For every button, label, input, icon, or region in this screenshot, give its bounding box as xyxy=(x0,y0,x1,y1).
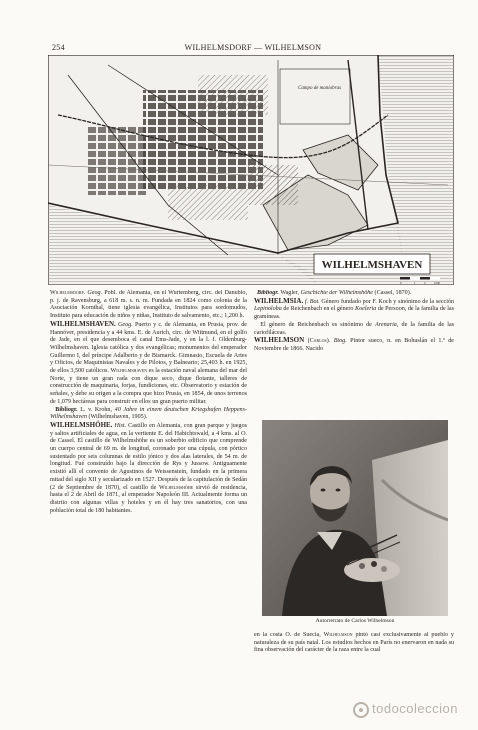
entry-name-ref: Wilhelmson xyxy=(323,632,353,638)
entry-given-name: (Carlos). xyxy=(307,338,331,345)
bibliography-label: Bibliogr. xyxy=(257,290,279,296)
left-text-column xyxy=(50,290,247,682)
self-portrait-image xyxy=(262,420,448,616)
entry-wilhelmsdorf xyxy=(50,290,247,321)
entry-headword: Wilhelmsdorf. xyxy=(50,290,86,296)
watermark-logo-icon xyxy=(353,702,369,718)
entry-text: es la estación naval alemana del mar del Norte, y tiene un gran rada con dique seco, dique flotante, talleres de construcción de maquinaria, forjas, fundiciones, etc. Observatorio y estación de señales, y debe su origen a la compra que hizo Prusia, en 1854, de unos terrenos de 1,079 hectáreas para construir en ellos un gran puerto militar. xyxy=(50,368,247,405)
right-text-column xyxy=(254,290,454,408)
entry-category: Geog. xyxy=(87,290,103,296)
scale-label-0: 0 xyxy=(400,281,402,285)
entry-text: Género fundado por F. Koch y sinónimo de la sección xyxy=(321,298,454,305)
entry-name-ref: Wilhelmshöhe xyxy=(159,484,194,491)
entry-text: pintó casi exclusivamente al pueblo y naturaleza de su país natal. Los estudios hechos en París no enervaron en nada su fina observación del carácter de la raza entre la cual xyxy=(254,632,454,654)
entry-category: Biog. xyxy=(333,338,347,345)
genus-name: Lepinoloba xyxy=(254,306,282,313)
scale-label-1: 1 xyxy=(414,281,416,285)
entry-text: El género de Reichenbach es sinónimo de xyxy=(260,321,372,328)
genus-name: Arenaria, xyxy=(375,321,399,328)
entry-wilhelmshaven xyxy=(50,321,247,407)
entry-text: Pobl. de Alemania, en el Wurtemberg, circ. del Danubio, p. j. de Ravensburg, a 618 m. s. n. m. Fundada en 1824 como colonia de la Asociación Kornthal, tiene iglesia evangélica, Institutos para sordomudos, Instituto para educación de niños y niñas, Instituto de salvamento, etc.; 1,200 h. xyxy=(50,290,247,320)
entry-category: Geog. xyxy=(118,321,133,328)
bibliography-label: Bibliogr. xyxy=(55,406,78,413)
bibliography-title: 40 Jahre in einem deutschen Kriegshafen Heppens-Wilhelmshaven xyxy=(50,406,247,421)
scale-label-2: 2 xyxy=(424,281,426,285)
watermark xyxy=(353,701,458,718)
entry-category: f. Bot. xyxy=(304,298,320,305)
bibliography-tail: (Wilhelmshaven, 1905). xyxy=(88,414,148,421)
running-title: WILHELMSDORF — WILHELMSON xyxy=(184,43,322,52)
map-drawing xyxy=(48,55,454,285)
entry-headword: WILHELMSIA. xyxy=(254,296,304,305)
entry-name-ref: Wilhelmshaven xyxy=(110,368,148,375)
bibliography-title: Geschichte der Wilhelmshöhe xyxy=(300,290,374,296)
map-title: WILHELMSHAVEN xyxy=(321,259,423,271)
entry-text: Castillo en Alemania, con gran parque y juegos y saltos artificiales de agua, en la vertiente E. del Habichtswald, a 4 kms. al O. de Cassel. El castillo de Wilhelmshöhe es un soberbio edificio que comprende un cuerpo central de 69 m. de longitud, coronado por una cúpula, con pórtico sustentado por seis columnas de estilo jónico y dos alas laterales, de 54 m. de longitud. Fué construído bajo la dirección de Rys y Jussow. Antiguamente existió allí el convento de Agustinos de Weissenstein, fundado en la primera mitad del siglo XII y secularizado en 1527. Después de la capitulación de Sedán (2 de Septiembre de 1870), el castillo de xyxy=(50,422,247,491)
portrait-caption: Autorretrato de Carlos Wilhelmson xyxy=(315,618,395,624)
portrait-drawing xyxy=(262,420,448,616)
entry-text: de Reichenbach en el género xyxy=(283,306,354,313)
right-text-column-continued xyxy=(254,632,454,672)
page-number: 254 xyxy=(52,43,65,52)
entry-wilhelmson-continued xyxy=(254,632,454,655)
entry-headword: WILHELMSON xyxy=(254,336,305,345)
entry-text: en la costa O. de Suecia, xyxy=(254,632,321,638)
entry-headword: WILHELMSHAVEN. xyxy=(50,319,116,328)
entry-wilhelmshoehe xyxy=(50,422,247,515)
genus-name: Koeleria xyxy=(355,306,377,313)
scale-label-3: 1000 xyxy=(434,281,440,285)
bibliography-tail: (Cassel, 1870). xyxy=(374,290,412,296)
entry-category: Hist. xyxy=(114,422,127,429)
entry-text: de Persoon, de la familia de las gramíneas. xyxy=(254,306,454,321)
entry-text: Pintor sueco, n. en Bohuslán el 1.º de Noviembre de 1866. Nacido xyxy=(254,338,454,352)
bibliography-author: L. v. Krohn, xyxy=(80,406,113,413)
entry-text: sirvió de residencia, hasta el 2 de Abril de 1871, al emperador Napoleón III. Actualmente forma un distrito con algunas villas y hoteles y en él hay tres sanatorios, con una población total de 180 habitantes. xyxy=(50,484,247,514)
entry-wilhelmsia-note xyxy=(254,322,454,337)
watermark-text: todocoleccion xyxy=(372,701,458,717)
city-map-wilhelmshaven xyxy=(48,55,454,285)
bibliography-author: Wagler, xyxy=(280,290,300,296)
entry-wilhelmsia xyxy=(254,298,454,322)
entry-bibliography xyxy=(50,407,247,422)
entry-text: de la familia de las cariofiláceas. xyxy=(254,321,454,336)
entry-text: Puerto y c. de Alemania, en Prusia, prov. de Hannóver, presidencia y a 44 kms. E. de Aurich, circ. de Wittmund, en el golfo de Jade, en el que desemboca el canal Ems-Jade, y en la l. f. Oldenburg-Wilhelmshaven. Iglesia católica y dos evangélicas; monumentos del emperador Guillermo I, del príncipe Adalberto y de Bismarck. Gimnasio, Escuela de Artes y Oficios, de Maquinistas Navales y de Pilotos, y Balneario; 25,403 h. en 1925, de ellos 3,500 católicos. xyxy=(50,321,247,375)
entry-headword: WILHELMSHÖHE. xyxy=(50,420,113,429)
entry-wilhelmson xyxy=(254,337,454,353)
map-annotation: Campo de maniobras xyxy=(298,86,342,91)
